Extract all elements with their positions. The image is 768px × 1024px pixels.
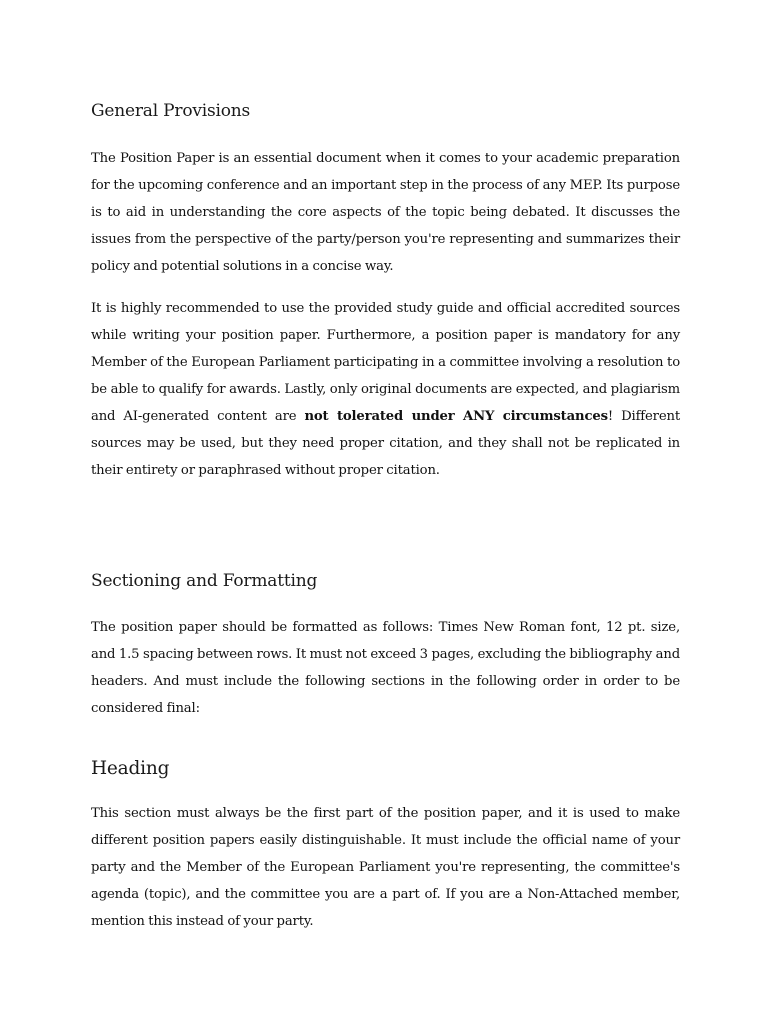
paragraph-formatting: The position paper should be formatted as follows: Times New Roman font, 12 pt. size, and 1.5 spacing between rows. It must not exceed 3 pages, excluding the bibliography and headers. And must include the following sections in the following order in order to be considered final: (91, 620, 680, 716)
section-title-general-provisions: General Provisions (91, 101, 251, 121)
section-title-sectioning-formatting: Sectioning and Formatting (91, 571, 318, 591)
paragraph-requirements (91, 295, 680, 484)
section-title-heading: Heading (91, 758, 170, 779)
emphasis-not-tolerated: not tolerated under ANY circumstances (304, 409, 608, 424)
paragraph-requirements-text-end: ! Different sources may be used, but they need proper citation, and they shall not be replicated in their entirety or paraphrased without proper citation. (91, 409, 680, 478)
paragraph-heading: This section must always be the first part of the position paper, and it is used to make different position papers easily distinguishable. It must include the official name of your party and the Member of the European Parliament you're representing, the committee's agenda (topic), and the committee you are a part of. If you are a Non-Attached member, mention this instead of your party. (91, 806, 680, 929)
paragraph-requirements-text-start: It is highly recommended to use the provided study guide and official accredited sources while writing your position paper. Furthermore, a position paper is mandatory for any Member of the European Parliament participating in a committee involving a resolution to be able to qualify for awards. Lastly, only original documents are expected, and plagiarism and AI-generated content are (91, 301, 680, 424)
paragraph-purpose: The Position Paper is an essential document when it comes to your academic preparation for the upcoming conference and an important step in the process of any MEP. Its purpose is to aid in understanding the core aspects of the topic being debated. It discusses the issues from the perspective of the party/person you're representing and summarizes their policy and potential solutions in a concise way. (91, 151, 680, 274)
